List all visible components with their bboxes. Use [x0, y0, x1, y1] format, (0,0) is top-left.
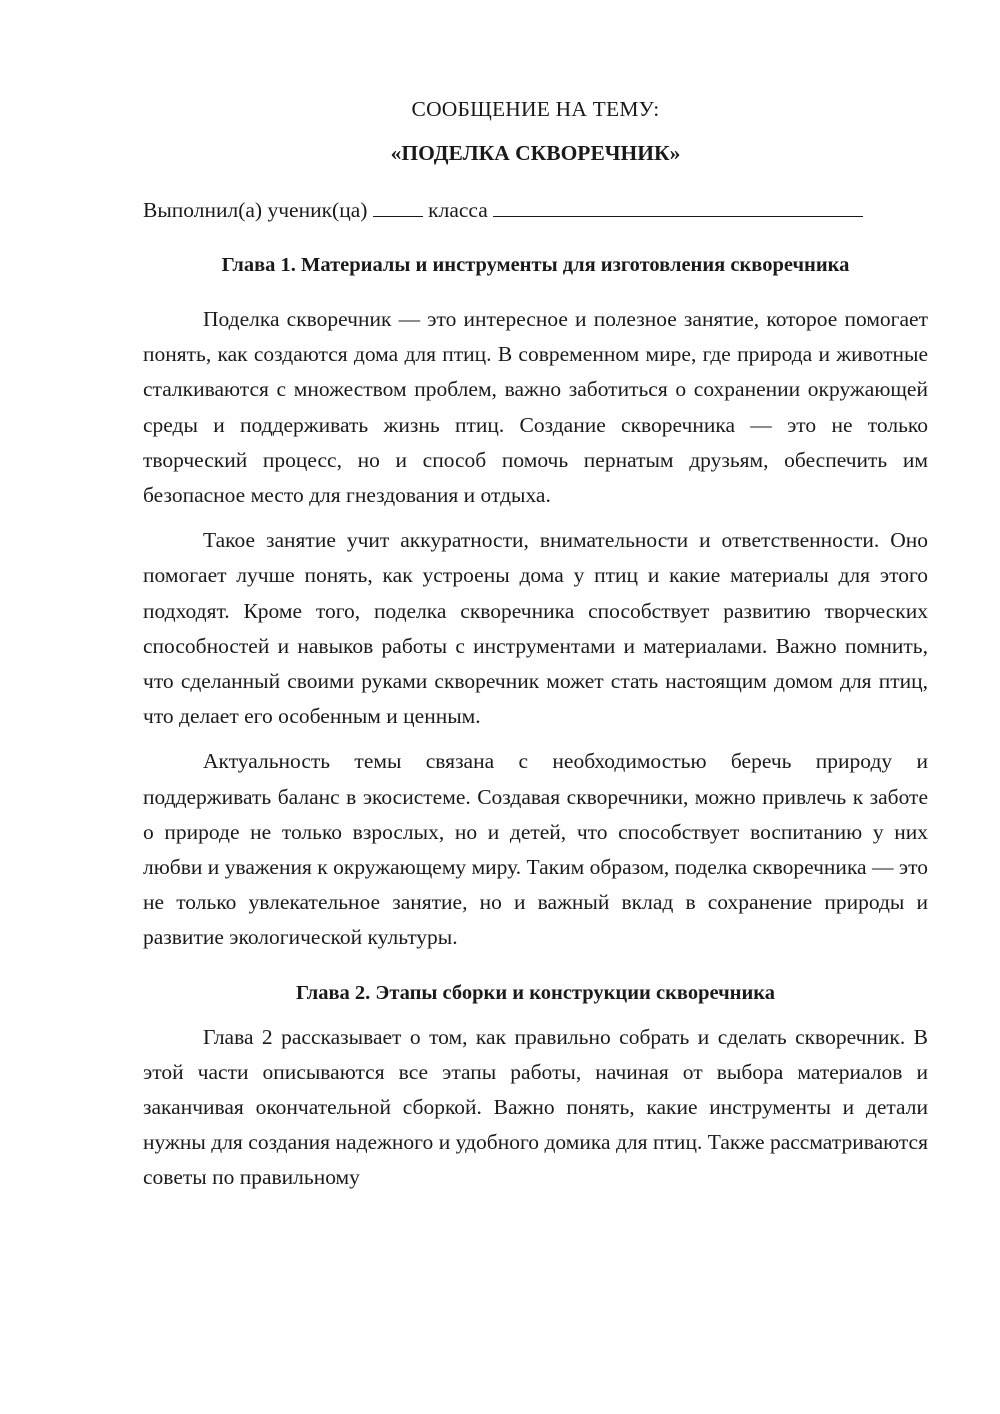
student-name-blank — [493, 190, 863, 217]
class-label: класса — [428, 198, 488, 222]
chapter-2-heading: Глава 2. Этапы сборки и конструкции скворечника — [295, 981, 776, 1004]
document-page — [143, 92, 928, 1196]
chapter-1-heading: Глава 1. Материалы и инструменты для изготовления скворечника — [221, 254, 850, 276]
performed-by-label: Выполнил(а) ученик(ца) — [143, 198, 368, 222]
chapter-1-paragraph-2: Такое занятие учит аккуратности, внимательности и ответственности. Оно помогает лучше понять, как устроены дома у птиц и какие материалы для этого подходят. Кроме того, поделка скворечника способствует развитию творческих способностей и навыков работы с инструментами и материалами. Важно помнить, что сделанный своими руками скворечник может стать настоящим домом для птиц, что делает его особенным и ценным. — [143, 528, 928, 729]
chapter-1-paragraph-1: Поделка скворечник — это интересное и полезное занятие, которое помогает понять, как создаются дома для птиц. В современном мире, где природа и животные сталкиваются с множеством проблем, важно заботиться о сохранении окружающей среды и поддерживать жизнь птиц. Создание скворечника — это не только творческий процесс, но и способ помочь пернатым друзьям, обеспечить им безопасное место для гнездования и отдыха. — [143, 307, 928, 508]
document-type: СООБЩЕНИЕ НА ТЕМУ: — [411, 97, 660, 121]
chapter-2-paragraph-1: Глава 2 рассказывает о том, как правильно собрать и сделать скворечник. В этой части описываются все этапы работы, начиная от выбора материалов и заканчивая окончательной сборкой. Важно понять, какие инструменты и детали нужны для создания надежного и удобного домика для птиц. Также рассматриваются советы по правильному — [143, 1024, 928, 1190]
chapter-1-paragraph-3: Актуальность темы связана с необходимостью беречь природу и поддерживать баланс в экосистеме. Создавая скворечники, можно привлечь к заботе о природе не только взрослых, но и детей, что способствует воспитанию у них любви и уважения к окружающему миру. Таким образом, поделка скворечника — это не только увлекательное занятие, но и важный вклад в сохранение природы и развитие экологической культуры. — [143, 749, 928, 950]
class-number-blank — [373, 190, 423, 217]
document-title: «ПОДЕЛКА СКВОРЕЧНИК» — [390, 141, 681, 165]
author-line — [143, 190, 928, 227]
